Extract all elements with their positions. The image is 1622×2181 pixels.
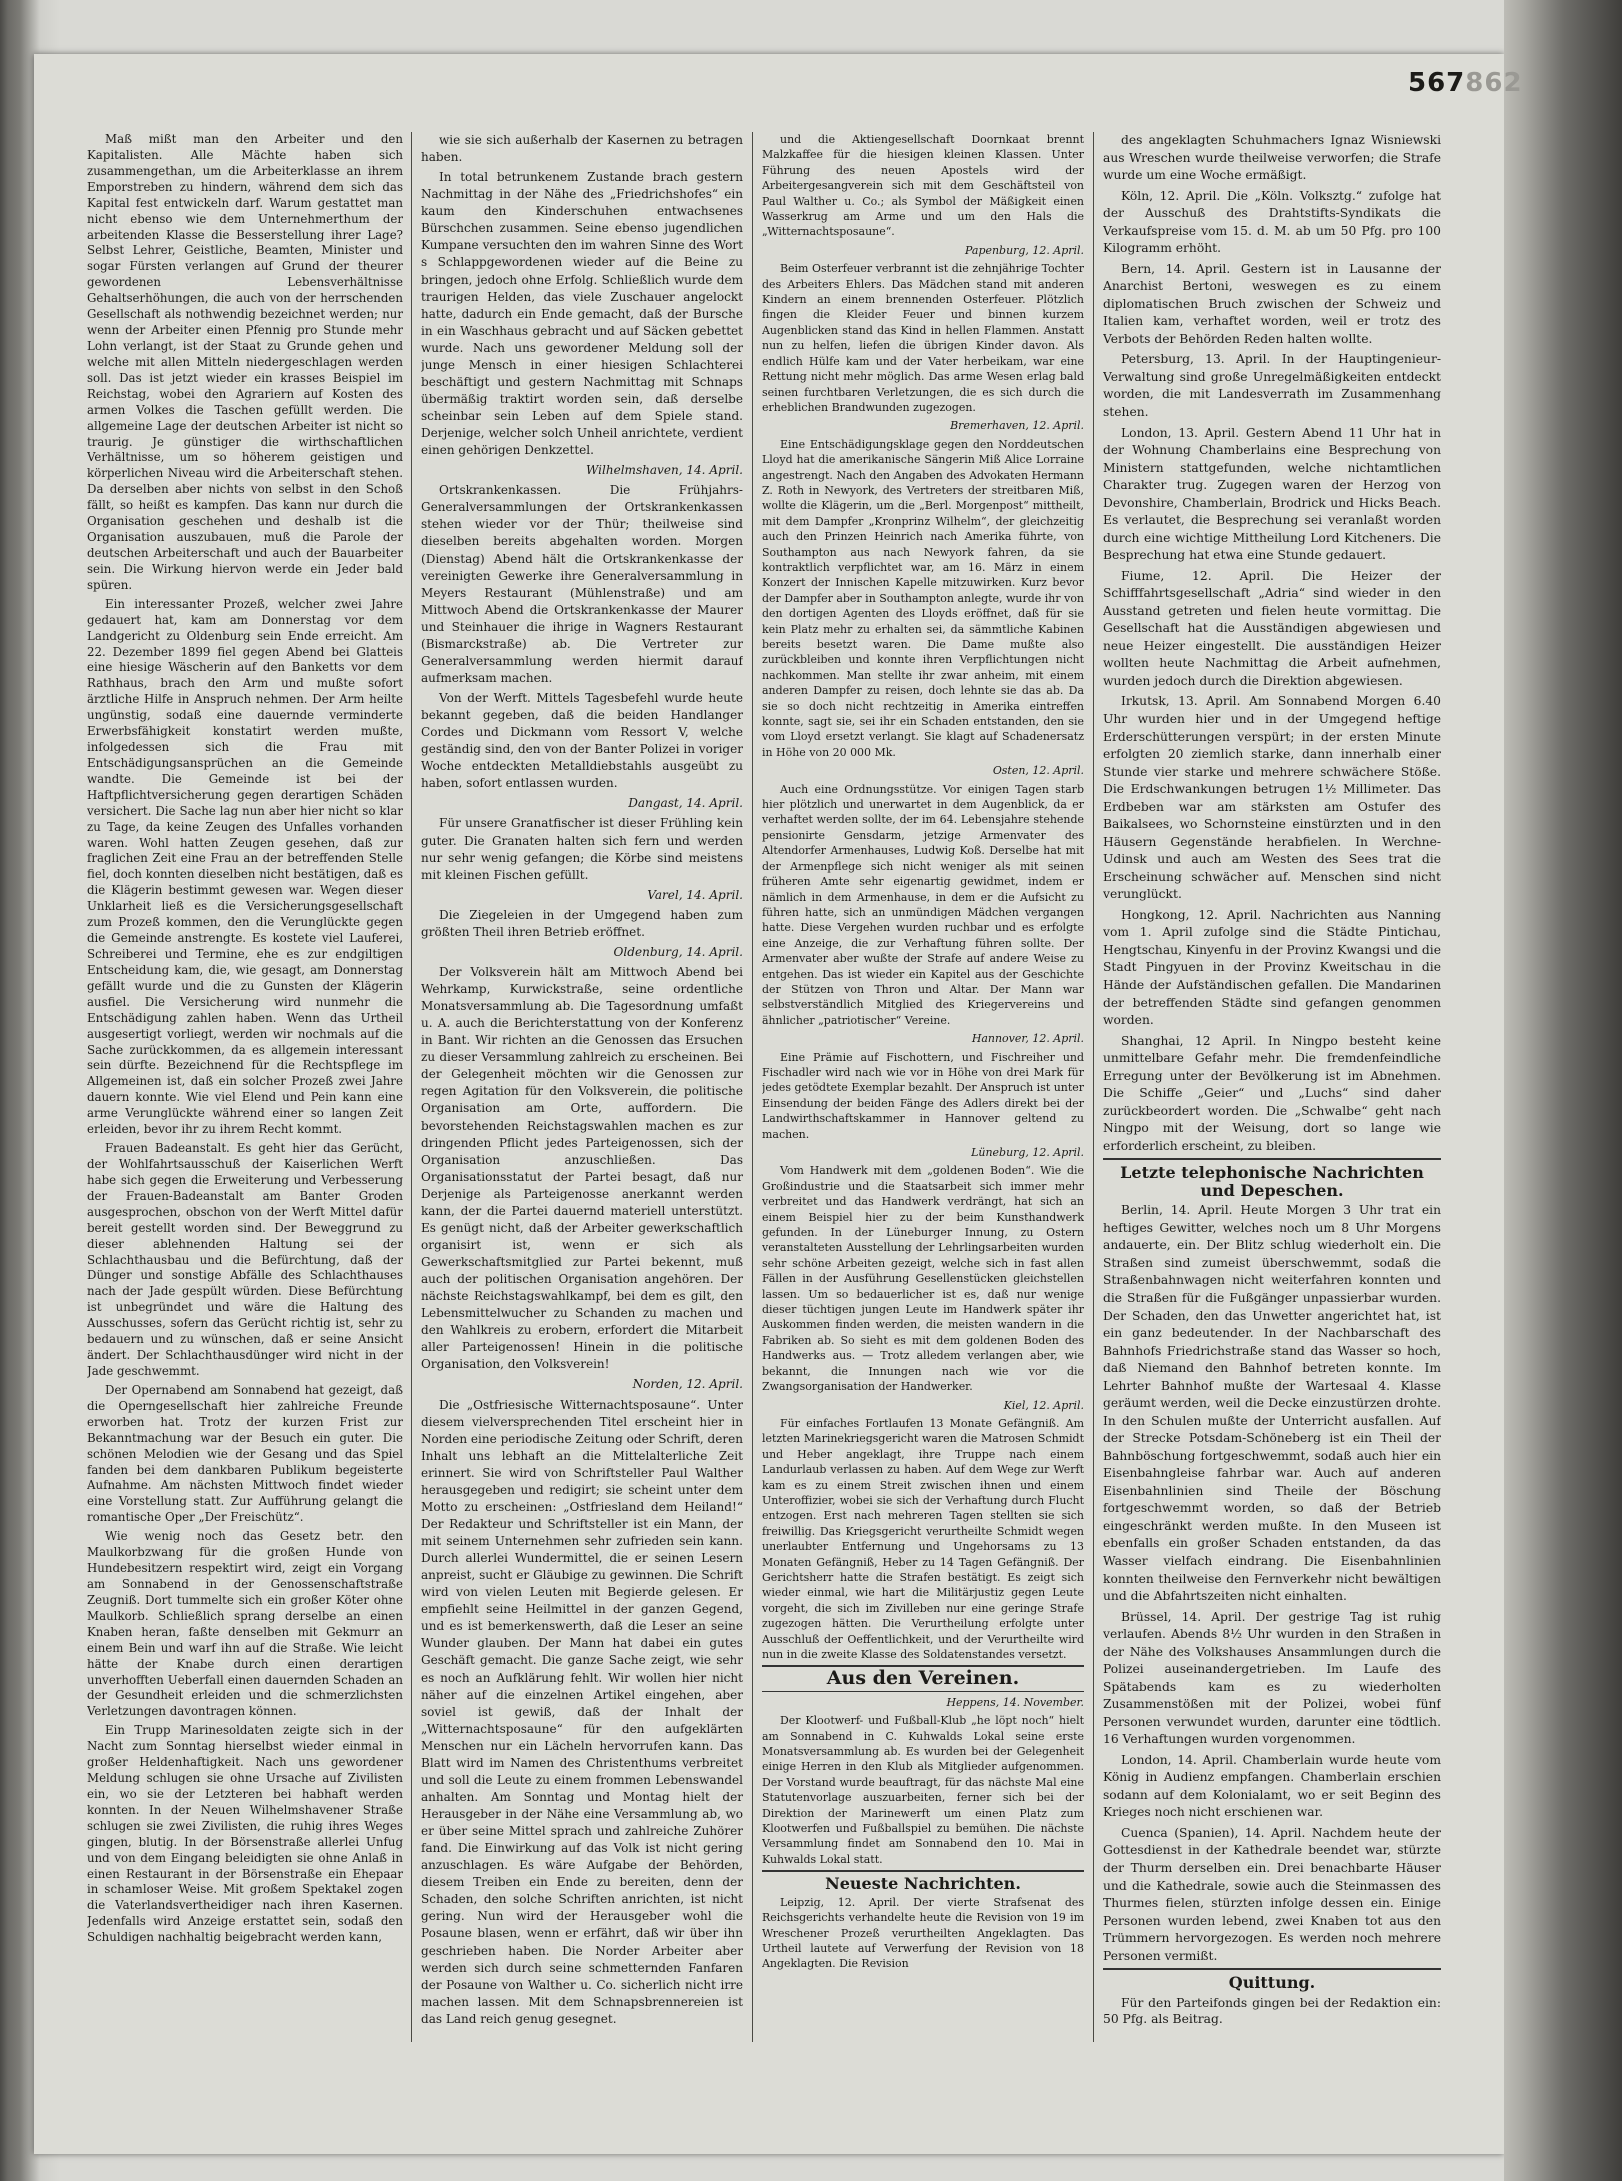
column-4 <box>1103 132 1441 2042</box>
dateline: Varel, 14. April. <box>647 887 743 902</box>
article-paragraph: Berlin, 14. April. Heute Morgen 3 Uhr trat ein heftiges Gewitter, welches noch um 8 Uhr Morgens andauerte, ein. Der Blitz schlug wiederholt ein. Die Straßen sind zumeist überschwemmt, sodaß die Straßenbahnwagen nicht weiterfahren konnten und die Straßen für die Fußgänger unpassierbar wurden. Der Schaden, den das Unwetter angerichtet hat, ist ein ganz bedeutender. In der Nachbarschaft des Bahnhofs Friedrichstraße stand das Wasser so hoch, daß Niemand den Bahnhof betreten konnte. Im Lehrter Bahnhof mußte der Wartesaal 4. Klasse geräumt werden, weil die Decke einzustürzen drohte. In den Schulen mußte der Unterricht ausfallen. Auf der Strecke Potsdam-Schöneberg ist ein Theil der Bahnböschung fortgeschwemmt, sodaß auch hier ein Eisenbahngleise fahrbar war. Auch auf anderen Eisenbahnlinien sind Theile der Böschung fortgeschwemmt worden, so daß der Betrieb eingeschränkt werden mußte. In den Museen ist ebenfalls ein großer Schaden entstanden, da das Wasser vielfach eindrang. Die Eisenbahnlinien konnten theilweise den Fernverkehr nicht bewältigen und die Abfahrtszeiten nicht einhalten. <box>1103 1203 1441 1604</box>
section-heading: Neueste Nachrichten. <box>762 1870 1084 1891</box>
article-paragraph: Der Volksverein hält am Mittwoch Abend bei Wehrkamp, Kurwickstraße, seine ordentliche Monatsversammlung ab. Die Tagesordnung umfaßt u. A. auch die Berichterstattung von der Konferenz in Bant. Wir richten an die Genossen das Ersuchen zu dieser Versammlung zahlreich zu erscheinen. Bei der Gelegenheit möchten wir die Genossen zur regen Agitation für den Volksverein, die politische Organisation am Orte, auffordern. Die bevorstehenden Reichstagswahlen machen es zur dringenden Pflicht jedes Parteigenossen, sich der Organisation anzuschließen. Das Organisationsstatut der Partei besagt, daß nur Derjenige als Parteigenosse anerkannt werden kann, der die Partei dauernd materiell unterstützt. Es genügt nicht, daß der Arbeiter gewerkschaftlich organisirt ist, wenn er sich als Gewerkschaftsmitglied zur Partei bekennt, muß auch der politischen Organisation angehören. Der nächste Reichstagswahlkampf, bei dem es gilt, den Lebensmittelwucher zu Schanden zu machen und den Wahlkreis zu erobern, erfordert die Mitarbeit aller Parteigenossen! Hinein in die politische Organisation, den Volksverein! <box>421 964 743 1372</box>
article-paragraph: Ortskrankenkassen. Die Frühjahrs-Generalversammlungen der Ortskrankenkassen stehen wieder vor der Thür; theilweise sind dieselben bereits abgehalten worden. Morgen (Dienstag) Abend hält die Ortskrankenkasse der vereinigten Gewerke ihre Generalversammlung in Meyers Restaurant (Mühlenstraße) und am Mittwoch Abend die Ortskrankenkasse der Maurer und Steinhauer die ihrige in Wagners Restaurant (Bismarckstraße) ab. Die Vertreter zur Generalversammlung werden hiermit darauf aufmerksam machen. <box>421 483 743 685</box>
book-edge <box>1504 0 1622 2181</box>
article-paragraph: Bern, 14. April. Gestern ist in Lausanne der Anarchist Bertoni, weswegen es zu einem diplomatischen Bruch zwischen der Schweiz und Italien kam, verhaftet worden, weil er trotz des Verbots der Behörden Reden halten wollte. <box>1103 261 1441 346</box>
article-paragraph: und die Aktiengesellschaft Doornkaat brennt Malzkaffee für die hiesigen kleinen Klassen. Unter Führung des neuen Apostels wird der Arbeitergesangverein sich mit dem Geschäftsteil von Paul Walther u. Co.; als Symbol der Mäßigkeit einen Wasserkrug am Arme und um den Hals die „Witternachtsposaune“. <box>762 133 1084 239</box>
dateline: Osten, 12. April. <box>992 764 1084 778</box>
dateline: Oldenburg, 14. April. <box>613 944 743 959</box>
article-paragraph: Die „Ostfriesische Witternachtsposaune“. Unter diesem vielversprechenden Titel erscheint hier in Norden eine periodische Zeitung oder Schrift, deren Inhalt uns lebhaft an die Mittelalterliche Zeit erinnert. Sie wird von Schriftsteller Paul Walther herausgegeben und redigirt; sie scheint unter dem Motto zu erscheinen: „Ostfriesland dem Heiland!“ Der Redakteur und Schriftsteller ist ein Mann, der mit seinem Unternehmen sehr zufrieden sein kann. Durch allerlei Wundermittel, die er seinen Lesern anpreist, sucht er Gläubige zu gewinnen. Die Schrift wird von vielen Leuten mit Begierde gelesen. Er empfiehlt seine Heilmittel in der ganzen Gegend, und es ist bemerkenswerth, daß die Leser an seine Wunder glauben. Der Mann hat dabei ein gutes Geschäft gemacht. Die ganze Sache zeigt, wie sehr es noch an Aufklärung fehlt. Wir wollen hier nicht näher auf die einzelnen Artikel eingehen, aber soviel ist gewiß, daß der Inhalt der „Witternachtsposaune“ für den aufgeklärten Menschen nur ein Lächeln hervorrufen kann. Das Blatt wird im Namen des Christenthums verbreitet und soll die Leute zu einem frommen Lebenswandel anhalten. Am Sonntag und Montag hielt der Herausgeber in der Nähe eine Versammlung ab, wo er über seine Mittel sprach und zahlreiche Zuhörer fand. Die Einwirkung auf das Volk ist nicht gering anzuschlagen. Es wäre Aufgabe der Behörden, diesem Treiben ein Ende zu bereiten, denn der Schaden, den solche Schriften anrichten, ist nicht gering. Nun wird der Herausgeber wohl die Posaune blasen, wenn er erfährt, daß wir über ihn geschrieben haben. Die Norder Arbeiter aber werden sich durch seine schmetternden Fanfaren der Posaune von Walther u. Co. sicherlich nicht irre machen lassen. Mit dem Schnapsbrennereien ist das Land reich genug gesegnet. <box>421 1397 743 2026</box>
article-paragraph: Wie wenig noch das Gesetz betr. den Maulkorbzwang für die großen Hunde von Hundebesitzern respektirt wird, zeigt ein Vorgang am Sonnabend in der Genossenschaftstraße Zeugniß. Dort tummelte sich ein großer Köter ohne Maulkorb. Schließlich sprang derselbe an einen Knaben heran, faßte denselben mit Gekmurr an einem Bein und warf ihn auf die Straße. Wie leicht hätte der Knabe durch einen derartigen unverhofften Ueberfall einen dauernden Schaden an der Gesundheit erleiden und die schmerzlichsten Verletzungen davontragen können. <box>87 1529 403 1719</box>
dateline: Lüneburg, 12. April. <box>971 1146 1084 1159</box>
article-paragraph: Beim Osterfeuer verbrannt ist die zehnjährige Tochter des Arbeiters Ehlers. Das Mädchen stand mit anderen Kindern an einem brennenden Osterfeuer. Plötzlich fingen die Kleider Feuer und binnen kurzem Augenblicken stand das Kind in hellen Flammen. Anstatt nun zu helfen, liefen die übrigen Kinder davon. Als endlich Hülfe kam und der Vater herbeikam, war eine Rettung nicht mehr möglich. Das arme Wesen erlag bald seinen furchtbaren Verletzungen, die es sich durch die erheblichen Brandwunden zugezogen. <box>762 262 1084 414</box>
column-rule <box>752 132 753 2042</box>
column-1 <box>87 132 403 2042</box>
article-paragraph: Eine Entschädigungsklage gegen den Norddeutschen Lloyd hat die amerikanische Sängerin Miß Alice Lorraine angestrengt. Nach den Angaben des Advokaten Hermann Z. Roth in Newyork, des Vertreters der streitbaren Miß, wollte die Klägerin, um die „Berl. Morgenpost“ mittheilt, mit dem Dampfer „Kronprinz Wilhelm“, der gleichzeitig auch den Prinzen Heinrich nach Amerika führte, von Southampton aus nach Newyork fahren, da sie kontraktlich verpflichtet war, am 16. März in einem Konzert der Innischen Kapelle mitzuwirken. Kurz bevor der Dampfer aber in Southampton anlegte, wurde ihr von den dortigen Agenten des Lloyds eröffnet, daß für sie kein Platz mehr zu erhalten sei, da sämmtliche Kabinen bereits besetzt waren. Die Dame mußte also zurückbleiben und konnte ihren Verpflichtungen nicht nachkommen. Man stellte ihr zwar anheim, mit einem anderen Dampfer zu reisen, doch lehnte sie das ab. Da sie so doch nicht rechtzeitig in Amerika eintreffen konnte, sagt sie, sei ihr ein Schaden entstanden, den sie vom Lloyd ersetzt verlangt. Sie klagt auf Schadenersatz in Höhe von 20 000 Mk. <box>762 437 1084 759</box>
article-paragraph: Für unsere Granatfischer ist dieser Frühling kein guter. Die Granaten halten sich fern und werden nur sehr wenig gefangen; die Körbe sind meistens mit kleinen Fischen gefüllt. <box>421 816 743 882</box>
article-paragraph: Für einfaches Fortlaufen 13 Monate Gefängniß. Am letzten Marinekriegsgericht waren die Matrosen Schmidt und Heber angeklagt, ihre Truppe nach einem Landurlaub verlassen zu haben. Auf dem Wege zur Werft kam es zu einem Streit zwischen ihnen und einem Unteroffizier, wobei sie sich der Verhaftung durch Flucht entzogen. Erst nach mehreren Tagen stellten sie sich freiwillig. Das Kriegsgericht verurtheilte Schmidt wegen unerlaubter Entfernung und Ungehorsams zu 13 Monaten Gefängniß, Heber zu 14 Tagen Gefängniß. Der Gerichtsherr hatte die Strafen bestätigt. Es zeigt sich wieder einmal, wie hart die Militärjustiz gegen Leute vorgeht, die sich im Zivilleben nur eine geringe Strafe zugezogen hätten. Die Verurtheilung erfolgte unter Ausschluß der Oeffentlichkeit, und der Verurtheilte wird nun in die zweite Klasse des Soldatenstandes versetzt. <box>762 1416 1084 1661</box>
dateline: Bremerhaven, 12. April. <box>950 419 1084 433</box>
article-paragraph: des angeklagten Schuhmachers Ignaz Wisniewski aus Wreschen wurde theilweise verworfen; die Strafe wurde um eine Woche ermäßigt. <box>1103 133 1441 183</box>
article-paragraph: Cuenca (Spanien), 14. April. Nachdem heute der Gottesdienst in der Kathedrale beendet war, stürzte der Thurm derselben ein. Drei benachbarte Häuser und die Kathedrale, sowie auch die Steinmassen des Thurmes fielen, stürzten infolge dessen ein. Einige Personen wurden lebend, zwei Knaben tot aus den Trümmern hervorgezogen. Es werden noch mehrere Personen vermißt. <box>1103 1825 1441 1963</box>
page-number <box>1408 68 1523 98</box>
column-2 <box>421 132 743 2042</box>
page-number-ghost: 862 <box>1465 68 1523 98</box>
article-paragraph: Eine Prämie auf Fischottern, und Fischreiher und Fischadler wird nach wie vor in Höhe von drei Mark für jedes getödtete Exemplar bezahlt. Der Anspruch ist unter Einsendung der beiden Fänge des Adlers direkt bei der Landwirthschaftskammer in Hannover geltend zu machen. <box>762 1050 1084 1141</box>
article-paragraph: Vom Handwerk mit dem „goldenen Boden“. Wie die Großindustrie und die Staatsarbeit sich immer mehr verbreitet und das Handwerk verdrängt, hat sich an einem Beispiel hier zu der beim Kunsthandwerk gefunden. In der Lüneburger Innung, zu Ostern veranstalteten Ausstellung der Lehrlingsarbeiten wurden sehr schöne Arbeiten gezeigt, welche sich in fast allen Fällen in der Ausführung Gesellenstücken gleichstellen lassen. Um so bedauerlicher ist es, daß nur wenige dieser tüchtigen jungen Leute im Handwerk später ihr Auskommen finden werden, die meisten wandern in die Fabriken ab. So sieht es mit dem goldenen Boden des Handwerks aus. — Trotz alledem verlangen aber, wie bekannt, die Innungen nach wie vor die Zwangsorganisation der Handwerker. <box>762 1164 1084 1394</box>
dateline: Heppens, 14. November. <box>946 1695 1084 1709</box>
section-heading: Quittung. <box>1103 1968 1441 1992</box>
article-paragraph: wie sie sich außerhalb der Kasernen zu betragen haben. <box>421 133 743 165</box>
article-paragraph: London, 14. April. Chamberlain wurde heute vom König in Audienz empfangen. Chamberlain erschien sodann auf dem Kolonialamt, wo er seit Beginn des Krieges noch nicht erschienen war. <box>1103 1752 1441 1820</box>
article-paragraph: In total betrunkenem Zustande brach gestern Nachmittag in der Nähe des „Friedrichshofes“ ein kaum den Kinderschuhen entwachsenes Bürschchen zusammen. Seine ebenso jugendlichen Kumpane versuchten den im wahren Sinne des Wort s Schlappgewordenen wieder auf die Beine zu bringen, jedoch ohne Erfolg. Schließlich wurde dem traurigen Helden, das viele Zuschauer angelockt hatte, dadurch ein Ende gemacht, daß der Bursche in ein Waschhaus gebracht und auf Säcken gebettet wurde. Nach uns gewordener Meldung soll der junge Mensch in einer hiesigen Schlachterei beschäftigt und gestern Nachmittag mit Schnaps übermäßig traktirt worden sein, daß derselbe scheinbar sein Leben auf dem Spiele stand. Derjenige, welcher solch Unheil anrichtete, verdient einen gehörigen Denkzettel. <box>421 170 743 458</box>
article-paragraph: Von der Werft. Mittels Tagesbefehl wurde heute bekannt gegeben, daß die beiden Handlanger Cordes und Dickmann vom Ressort V, welche geständig sind, den von der Banter Polizei in voriger Woche entdeckten Metalldiebstahls ausgeübt zu haben, sofort entlassen wurden. <box>421 691 743 791</box>
article-paragraph: Frauen Badeanstalt. Es geht hier das Gerücht, der Wohlfahrtsausschuß der Kaiserlichen Werft habe sich gegen die Erweiterung und Verbesserung der Frauen-Badeanstalt am Banter Groden ausgesprochen, obschon von der Werft Mittel dafür bereit gestellt worden sind. Der Beweggrund zu dieser ablehnenden Haltung sei der Schlachthausbau und die Befürchtung, daß der Dünger und sonstige Abfälle des Schlachthauses nach der Jade gespült würden. Diese Befürchtung ist unbegründet und wäre die Haltung des Ausschusses, sofern das Gerücht richtig ist, sehr zu bedauern und zu wünschen, daß er seine Ansicht ändert. Der Schlachthausdünger wird nicht in der Jade geschwemmt. <box>87 1141 403 1378</box>
column-3 <box>762 132 1084 2042</box>
article-paragraph: Fiume, 12. April. Die Heizer der Schifffahrtsgesellschaft „Adria“ sind wieder in den Ausstand getreten und fielen heute vormittag. Die Gesellschaft hat die Ausständigen abgewiesen und neue Heizer eingestellt. Die ausständigen Heizer wollten heute Nachmittag die Arbeit aufnehmen, wurden jedoch durch die Direktion abgewiesen. <box>1103 568 1441 688</box>
article-paragraph: Maß mißt man den Arbeiter und den Kapitalisten. Alle Mächte haben sich zusammengethan, um die Arbeiterklasse an ihrem Emporstreben zu hindern, während dem sich das Kapital fest entwickeln darf. Warum gestattet man nicht ebenso wie dem Unternehmerthum der arbeitenden Klasse die Besserstellung ihrer Lage? Selbst Lehrer, Geistliche, Beamten, Minister und sogar Fürsten verlangen auf Grund der theurer gewordenen Lebensverhältnisse Gehaltserhöhungen, die auch von der herrschenden Gesellschaft als nothwendig bezeichnet werden; nur wenn der Arbeiter einen Pfennig pro Stunde mehr Lohn verlangt, ist der Staat zu Grunde gehen und welche mit allen Mitteln niedergeschlagen werden soll. Das ist jetzt wieder ein krasses Beispiel im Reichstag, wobei den Agrariern auf Kosten des armen Volkes die Taschen gefüllt werden. Die allgemeine Lage der deutschen Arbeiter ist nicht so traurig. Je günstiger die wirthschaftlichen Verhältnisse, um so höherem geistigen und körperlichen Niveau wird die Arbeiterschaft stehen. Da derselben aber nichts von selbst in den Schoß fällt, so heißt es kampfen. Das kann nur durch die Organisation geschehen und deshalb ist die Organisation auszubauen, muß die Parole der deutschen Arbeiterschaft und auch der Bauarbeiter sein. Die Wirkung hiervon werde ein Jeder bald spüren. <box>87 132 403 592</box>
column-rule <box>1093 132 1094 2042</box>
dateline: Kiel, 12. April. <box>1003 1398 1084 1412</box>
column-rule <box>411 132 412 2042</box>
dateline: Wilhelmshaven, 14. April. <box>585 463 743 478</box>
dateline: Dangast, 14. April. <box>628 796 743 811</box>
article-paragraph: Petersburg, 13. April. In der Hauptingenieur-Verwaltung sind große Unregelmäßigkeiten entdeckt worden, die mit Landesverrath im Zusammenhang stehen. <box>1103 352 1441 419</box>
section-heading: Letzte telephonische Nachrichten und Depeschen. <box>1103 1158 1441 1199</box>
dateline: Norden, 12. April. <box>632 1377 743 1392</box>
article-paragraph: Der Klootwerf- und Fußball-Klub „he löpt noch“ hielt am Sonnabend in C. Kuhwalds Lokal seine erste Monatsversammlung ab. Es wurden bei der Gelegenheit einige Herren in den Klub als Mitglieder aufgenommen. Der Vorstand wurde beauftragt, für das nächste Mal eine Statutenvorlage auszuarbeiten, ferner sich bei der Direktion der Marinewerft um einen Platz zum Klootwerfen und Fußballspiel zu bemühen. Die nächste Versammlung findet am Sonnabend den 10. Mai in Kuhwalds Lokal statt. <box>762 1714 1084 1866</box>
article-paragraph: Die Ziegeleien in der Umgegend haben zum größten Theil ihren Betrieb eröffnet. <box>421 907 743 939</box>
article-paragraph: Brüssel, 14. April. Der gestrige Tag ist ruhig verlaufen. Abends 8½ Uhr wurden in den Straßen in der Nähe des Volkshauses Ansammlungen durch die Polizei auseinandergetrieben. Im Laufe des Spätabends kam es zu wiederholten Zusammenstößen mit der Polizei, wobei fünf Personen verwundet wurden, darunter eine tödtlich. 16 Verhaftungen wurden vorgenommen. <box>1103 1609 1441 1747</box>
dateline: Papenburg, 12. April. <box>965 243 1084 257</box>
dateline: Hannover, 12. April. <box>971 1032 1084 1046</box>
article-paragraph: Ein interessanter Prozeß, welcher zwei Jahre gedauert hat, kam am Donnerstag vor dem Landgericht zu Oldenburg sein Ende erreicht. Am 22. Dezember 1899 fiel gegen Abend bei Glatteis eine hiesige Wäscherin auf den Banketts vor dem Rathhaus, brach den Arm und mußte sofort ärztliche Hilfe in Anspruch nehmen. Der Arm heilte ungünstig, sodaß eine dauernde verminderte Erwerbsfähigkeit konstatirt werden mußte, infolgedessen sich die Frau mit Entschädigungsansprüchen an die Gemeinde wandte. Die Gemeinde ist bei der Haftpflichtversicherung gegen derartigen Schäden versichert. Die Sache lag nun aber hier nicht so klar zu Tage, da keine Zeugen des Unfalles vorhanden waren. Wohl hatten Zeugen gesehen, daß zur fraglichen Zeit eine Frau an der betreffenden Stelle fiel, doch konnten dieselben nicht bestätigen, daß es die Klägerin bestimmt gewesen war. Wegen dieser Unklarheit ließ es die Versicherungsgesellschaft zum Prozeß kommen, den die Verunglückte gegen die Gemeinde anstrengte. Es kostete viel Lauferei, Schreiberei und Termine, ehe es zur endgiltigen Entscheidung kam, die, wie gesagt, am Donnerstag gefällt wurde und die zu Gunsten der Klägerin ausfiel. Die Versicherung wird nunmehr die Entschädigung zahlen haben. Wenn das Urtheil ausgesertigt vorliegt, werden wir nochmals auf die Sache zurückkommen, da es allgemein interessant sein dürfte. Bezeichnend für die Rechtspflege im Allgemeinen ist, daß ein solcher Prozeß zwei Jahre dauern konnte. Wie viel Elend und Pein kann eine arme Verunglückte während einer so langen Zeit erleiden, bevor ihr zu ihrem Recht kommt. <box>87 596 403 1137</box>
article-paragraph: London, 13. April. Gestern Abend 11 Uhr hat in der Wohnung Chamberlains eine Besprechung von Ministern stattgefunden, welche nichtamtlichen Charakter trug. Zugegen waren der Herzog von Devonshire, Chamberlain, Brodrick und Hicks Beach. Es verlautet, die Besprechung sei veranlaßt worden durch eine wichtige Mittheilung Lord Kitcheners. Die Besprechung hat etwa eine Stunde gedauert. <box>1103 425 1441 563</box>
article-paragraph: Auch eine Ordnungsstütze. Vor einigen Tagen starb hier plötzlich und unerwartet in dem Augenblick, da er verhaftet werden sollte, der im 64. Lebensjahre stehende pensionirte Gensdarm, jetzige Armenvater des Altendorfer Armenhauses, Ludwig Koß. Derselbe hat mit der Armenpflege sich nicht weniger als mit seinen früheren Amte sehr eigenartig gewidmet, indem er nämlich in dem Armenhause, in dem er die Aufsicht zu führen hatte, sich an unmündigen Mädchen vergangen hatte. Diese Vergehen wurden ruchbar und es erfolgte eine Anzeige, die zur Verhaftung führen sollte. Der Armenvater aber wußte der Strafe auf andere Weise zu entgehen. Das ist wieder ein Kapitel aus der Geschichte der Stützen von Thron und Altar. Der Mann war selbstverständlich Mitglied des Kriegervereins und ähnlicher „patriotischer“ Vereine. <box>762 782 1084 1027</box>
article-paragraph: Köln, 12. April. Die „Köln. Volksztg.“ zufolge hat der Ausschuß des Drahtstifts-Syndikats die Verkaufspreise vom 15. d. M. ab um 50 Pfg. pro 100 Kilogramm erhöht. <box>1103 188 1441 256</box>
article-paragraph: Irkutsk, 13. April. Am Sonnabend Morgen 6.40 Uhr wurden hier und in der Umgegend heftige Erderschütterungen verspürt; in der ersten Minute erfolgten 20 ziemlich starke, dann innerhalb einer Stunde vier starke und mehrere schwächere Stöße. Die Erdschwankungen betrugen 1½ Millimeter. Das Erdbeben war am stärksten am Ostufer des Baikalsees, wo Schornsteine einstürzten und in den Häusern Gegenstände herabfielen. In Werchne-Udinsk und auch am Westen des Sees trat die Erscheinung schwächer auf. Menschen sind nicht verunglückt. <box>1103 694 1441 902</box>
article-paragraph: Shanghai, 12 April. In Ningpo besteht keine unmittelbare Gefahr mehr. Die fremdenfeindliche Erregung unter der Bevölkerung ist im Abnehmen. Die Schiffe „Geier“ und „Luchs“ sind daher zurückbeordert worden. Die „Schwalbe“ geht nach Ningpo mit der Weisung, dort so lange wie erforderlich erscheint, zu bleiben. <box>1103 1033 1441 1153</box>
article-paragraph: Ein Trupp Marinesoldaten zeigte sich in der Nacht zum Sonntag hierselbst wieder einmal in großer Heldenhaftigkeit. Nach uns gewordener Meldung schlugen sie ohne Ursache auf Zivilisten ein, wo sie der Letzteren bei habhaft werden konnten. In der Neuen Wilhelmshavener Straße schlugen sie zwei Zivilisten, die ruhig ihres Weges gingen, blutig. In der Börsenstraße allerlei Unfug und von dem Eingang beleidigten sie ohne Anlaß in einen Restaurant in der Börsenstraße ein Ehepaar in schamloser Weise. Mit großem Spektakel zogen die Vaterlandsvertheidiger nach ihren Kasernen. Jedenfalls wird Anzeige erstattet sein, sodaß den Schuldigen nachhaltig beigebracht werden kann, <box>87 1723 403 1945</box>
section-heading: Aus den Vereinen. <box>762 1665 1084 1691</box>
article-paragraph: Leipzig, 12. April. Der vierte Strafsenat des Reichsgerichts verhandelte heute die Revision von 19 im Wreschener Prozeß verurtheilten Angeklagten. Das Urtheil lautete auf Verwerfung der Revision von 18 Angeklagten. Die Revision <box>762 1895 1084 1971</box>
article-paragraph: Hongkong, 12. April. Nachrichten aus Nanning vom 1. April zufolge sind die Städte Pintichau, Hengtschau, Kinyenfu in der Provinz Kwangsi und die Stadt Pingyuen in der Provinz Kweitschau in die Hände der Aufständischen gefallen. Die Mandarinen der betreffenden Städte sind gefangen genommen worden. <box>1103 907 1441 1028</box>
article-paragraph: Für den Parteifonds gingen bei der Redaktion ein: 50 Pfg. als Beitrag. <box>1103 1995 1441 2026</box>
article-paragraph: Der Opernabend am Sonnabend hat gezeigt, daß die Operngesellschaft hier zahlreiche Freunde erworben hat. Trotz der kurzen Frist zur Bekanntmachung war der Besuch ein guter. Die schönen Melodien wie der Gesang und das Spiel fanden bei dem dankbaren Publikum begeisterte Aufnahme. Am nächsten Mittwoch findet wieder eine Vorstellung statt. Zur Aufführung gelangt die romantische Oper „Der Freischütz“. <box>87 1382 403 1525</box>
page-number-text: 567 <box>1408 68 1466 98</box>
